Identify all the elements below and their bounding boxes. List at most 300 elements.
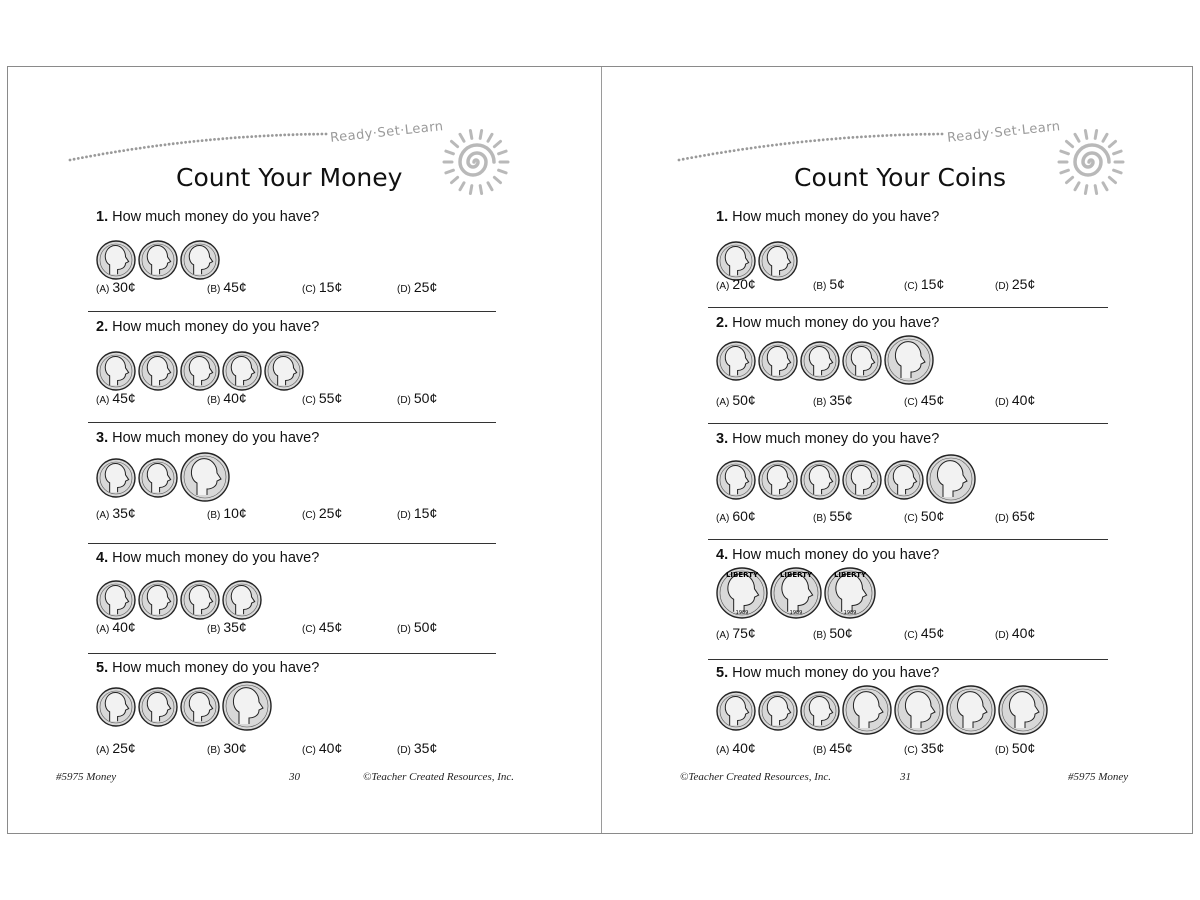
answer-choice[interactable] <box>813 625 853 641</box>
arc-dot <box>292 133 295 136</box>
ready-set-learn-label: Ready·Set·Learn <box>329 119 445 146</box>
arc-dot <box>263 135 266 138</box>
choice-letter: (A) <box>716 397 730 408</box>
page-title: Count Your Coins <box>794 163 1007 192</box>
sun-ray <box>494 177 500 182</box>
choice-value: 35¢ <box>112 505 136 521</box>
choice-value: 45¢ <box>112 390 136 406</box>
arc-dot <box>894 134 897 137</box>
question-divider <box>88 543 496 544</box>
choice-letter: (A) <box>96 510 110 521</box>
choice-letter: (D) <box>397 510 411 521</box>
choice-letter: (D) <box>397 745 411 756</box>
sun-ray <box>1085 131 1086 139</box>
choice-value: 40¢ <box>1011 625 1036 641</box>
question-text <box>96 319 319 335</box>
answer-choice[interactable] <box>904 508 944 524</box>
choice-letter: (B) <box>207 624 221 635</box>
choice-letter: (D) <box>995 745 1009 756</box>
arc-dot <box>860 136 863 139</box>
quarter-coin-icon <box>716 567 768 624</box>
arc-dot <box>114 151 117 154</box>
coin-year-text: 1989 <box>843 610 857 616</box>
arc-dot <box>271 134 274 137</box>
answer-choices <box>716 625 1116 645</box>
answer-choice[interactable] <box>96 279 136 295</box>
question-prompt: How much money do you have? <box>728 665 940 681</box>
arc-dot <box>830 138 833 141</box>
arc-dot <box>168 143 171 146</box>
nickel-coin-icon <box>884 335 934 390</box>
answer-choice[interactable] <box>96 505 136 521</box>
question-text <box>716 547 939 563</box>
sun-ray <box>1085 186 1086 194</box>
arc-dot <box>201 139 204 142</box>
question-prompt: How much money do you have? <box>108 209 320 225</box>
sun-ray <box>1109 141 1115 146</box>
sun-ray <box>1109 177 1115 182</box>
arc-dot <box>143 146 146 149</box>
choice-letter: (B) <box>813 630 827 641</box>
arc-dot <box>746 147 749 150</box>
choice-letter: (C) <box>904 745 918 756</box>
question-prompt: How much money do you have? <box>728 209 940 225</box>
answer-choices <box>96 390 496 410</box>
arc-dot <box>826 138 829 141</box>
choice-letter: (C) <box>302 624 316 635</box>
sun-ray <box>480 186 481 194</box>
sun-ray <box>1103 183 1107 190</box>
answer-choice[interactable] <box>207 740 247 756</box>
ready-set-learn-label: Ready·Set·Learn <box>946 119 1062 146</box>
arc-dot <box>118 150 121 153</box>
choice-letter: (D) <box>995 281 1009 292</box>
nickel-coin-icon <box>842 685 892 740</box>
choice-value: 50¢ <box>920 508 945 524</box>
answer-choice[interactable] <box>995 740 1035 756</box>
choice-value: 75¢ <box>732 625 756 641</box>
arc-dot <box>886 134 889 137</box>
sun-ray <box>470 131 471 139</box>
dime-coin-icon <box>800 460 840 505</box>
arc-dot <box>924 133 927 136</box>
choice-value: 35¢ <box>413 740 438 756</box>
page-left <box>8 67 602 833</box>
choice-value: 20¢ <box>732 276 756 292</box>
answer-choice[interactable] <box>397 390 437 406</box>
choice-letter: (A) <box>96 745 110 756</box>
arc-dot <box>139 147 142 150</box>
answer-choice[interactable] <box>397 279 437 295</box>
choice-letter: (C) <box>904 281 918 292</box>
arc-dot <box>217 138 220 141</box>
arc-dot <box>877 135 880 138</box>
sun-ray <box>488 183 492 190</box>
answer-choice[interactable] <box>716 625 756 641</box>
answer-choice[interactable] <box>96 390 136 406</box>
book-spread <box>7 66 1193 834</box>
answer-choice[interactable] <box>995 625 1035 641</box>
choice-value: 40¢ <box>112 619 136 635</box>
answer-choice[interactable] <box>96 740 136 756</box>
question-number: 1. <box>716 209 729 225</box>
answer-choice[interactable] <box>207 619 247 635</box>
arc-dot <box>890 134 893 137</box>
choice-value: 40¢ <box>732 740 756 756</box>
nickel-coin-icon <box>222 681 272 736</box>
choice-value: 50¢ <box>413 390 438 406</box>
arc-dot <box>852 136 855 139</box>
arc-dot <box>205 139 208 142</box>
arc-dot <box>259 135 262 138</box>
answer-choice[interactable] <box>96 619 136 635</box>
sun-ray <box>1103 134 1107 141</box>
choice-letter: (D) <box>995 397 1009 408</box>
answer-choice[interactable] <box>813 740 853 756</box>
choice-value: 55¢ <box>318 390 343 406</box>
arc-dot <box>813 139 816 142</box>
choice-letter: (D) <box>995 630 1009 641</box>
answer-choice[interactable] <box>302 505 342 521</box>
answer-choice[interactable] <box>904 740 944 756</box>
choice-letter: (C) <box>904 397 918 408</box>
choice-letter: (B) <box>207 745 221 756</box>
choice-value: 60¢ <box>732 508 756 524</box>
dime-coin-icon <box>800 691 840 736</box>
question-divider <box>708 307 1108 308</box>
nickel-coin-icon <box>926 454 976 509</box>
choice-letter: (A) <box>96 395 110 406</box>
choice-letter: (A) <box>96 284 110 295</box>
choice-letter: (C) <box>904 513 918 524</box>
sun-ray <box>1114 151 1122 154</box>
arc-dot <box>754 146 757 149</box>
footer-page-number: 31 <box>900 771 911 783</box>
choice-letter: (C) <box>302 395 316 406</box>
page-title: Count Your Money <box>176 163 403 192</box>
arc-dot <box>126 149 129 152</box>
arc-dot <box>741 148 744 151</box>
arc-dot <box>716 152 719 155</box>
arc-dot <box>184 141 187 144</box>
arc-dot <box>750 147 753 150</box>
question-text <box>716 315 939 331</box>
sun-ray <box>460 183 464 190</box>
arc-dot <box>73 158 76 161</box>
arc-dot <box>102 153 105 156</box>
answer-choice[interactable] <box>995 392 1035 408</box>
arc-dot <box>682 158 685 161</box>
answer-choice[interactable] <box>397 505 437 521</box>
sun-ray <box>446 170 454 173</box>
arc-dot <box>221 137 224 140</box>
sun-ray <box>499 151 507 154</box>
choice-value: 45¢ <box>223 279 247 295</box>
sun-ray <box>1114 170 1122 173</box>
choice-value: 45¢ <box>829 740 853 756</box>
choice-letter: (A) <box>96 624 110 635</box>
arc-dot <box>234 136 237 139</box>
arc-dot <box>89 155 92 158</box>
dime-coin-icon <box>716 691 756 736</box>
arc-dot <box>707 153 710 156</box>
question-prompt: How much money do you have? <box>728 315 940 331</box>
choice-letter: (C) <box>302 745 316 756</box>
question-number: 4. <box>716 547 729 563</box>
arc-dot <box>724 151 727 154</box>
question-number: 3. <box>96 430 109 446</box>
choice-letter: (C) <box>302 284 316 295</box>
answer-choice[interactable] <box>813 276 845 292</box>
answer-choice[interactable] <box>302 619 342 635</box>
choice-letter: (C) <box>904 630 918 641</box>
arc-dot <box>159 144 162 147</box>
answer-choices <box>716 508 1116 528</box>
sun-spiral-icon <box>444 131 508 194</box>
arc-dot <box>898 134 901 137</box>
answer-choices <box>716 392 1116 412</box>
choice-letter: (A) <box>716 281 730 292</box>
choice-value: 45¢ <box>920 625 945 641</box>
choice-letter: (D) <box>397 284 411 295</box>
dotted-arc <box>678 133 944 162</box>
choice-letter: (D) <box>397 624 411 635</box>
arc-dot <box>779 143 782 146</box>
coin-year-text: 1989 <box>789 610 803 616</box>
answer-choice[interactable] <box>716 392 756 408</box>
question-text <box>716 665 939 681</box>
sun-ray <box>446 151 454 154</box>
choice-value: 30¢ <box>223 740 247 756</box>
arc-dot <box>230 137 233 140</box>
arc-dot <box>238 136 241 139</box>
question-text <box>96 209 319 225</box>
arc-dot <box>226 137 229 140</box>
choice-letter: (B) <box>207 284 221 295</box>
arc-dot <box>690 156 693 159</box>
choice-value: 35¢ <box>829 392 853 408</box>
arc-dot <box>805 140 808 143</box>
answer-choice[interactable] <box>207 279 247 295</box>
sun-ray <box>1067 141 1073 146</box>
question-text <box>716 209 939 225</box>
arc-dot <box>767 144 770 147</box>
question-number: 4. <box>96 550 109 566</box>
footer-copyright: ©Teacher Created Resources, Inc. <box>680 771 832 783</box>
header-art <box>8 67 601 217</box>
arc-dot <box>932 133 935 136</box>
dime-coin-icon <box>758 691 798 736</box>
arc-dot <box>279 134 282 137</box>
arc-dot <box>907 133 910 136</box>
arc-dot <box>106 152 109 155</box>
answer-choice[interactable] <box>397 740 437 756</box>
arc-dot <box>856 136 859 139</box>
dime-coin-icon <box>138 458 178 503</box>
answer-choice[interactable] <box>904 276 944 292</box>
answer-choice[interactable] <box>302 279 342 295</box>
arc-dot <box>881 134 884 137</box>
question-prompt: How much money do you have? <box>108 319 320 335</box>
answer-choices <box>96 505 496 525</box>
choice-value: 50¢ <box>829 625 853 641</box>
choice-letter: (B) <box>207 395 221 406</box>
arc-dot <box>835 137 838 140</box>
arc-dot <box>321 133 324 136</box>
header-art <box>602 67 1194 217</box>
choice-value: 45¢ <box>318 619 343 635</box>
arc-dot <box>928 133 931 136</box>
sun-ray <box>480 131 481 139</box>
choice-value: 55¢ <box>829 508 853 524</box>
choice-letter: (B) <box>813 745 827 756</box>
arc-dot <box>304 133 307 136</box>
answer-choice[interactable] <box>302 390 342 406</box>
question-number: 5. <box>96 660 109 676</box>
question-prompt: How much money do you have? <box>728 547 940 563</box>
arc-dot <box>941 133 944 136</box>
dime-coin-icon <box>800 341 840 386</box>
sun-ray <box>1067 177 1073 182</box>
arc-dot <box>686 157 689 160</box>
sun-ray <box>452 177 458 182</box>
arc-dot <box>131 148 134 151</box>
arc-dot <box>801 141 804 144</box>
choice-value: 50¢ <box>1011 740 1036 756</box>
arc-dot <box>308 133 311 136</box>
answer-choice[interactable] <box>302 740 342 756</box>
dime-coin-icon <box>758 460 798 505</box>
arc-dot <box>209 138 212 141</box>
answer-choice[interactable] <box>904 392 944 408</box>
arc-dot <box>695 156 698 159</box>
arc-dot <box>839 137 842 140</box>
choice-value: 50¢ <box>732 392 756 408</box>
question-text <box>716 431 939 447</box>
answer-choice[interactable] <box>716 740 756 756</box>
answer-choice[interactable] <box>207 505 247 521</box>
dotted-arc <box>69 133 328 162</box>
question-number: 5. <box>716 665 729 681</box>
arc-dot <box>847 136 850 139</box>
arc-dot <box>213 138 216 141</box>
answer-choice[interactable] <box>716 276 756 292</box>
quarter-coin-icon <box>770 567 822 624</box>
dime-coin-icon <box>842 341 882 386</box>
coin-year-text: 1989 <box>735 610 749 616</box>
answer-choices <box>96 279 496 299</box>
arc-dot <box>69 159 72 162</box>
arc-dot <box>869 135 872 138</box>
answer-choice[interactable] <box>904 625 944 641</box>
choice-value: 35¢ <box>223 619 247 635</box>
sun-ray <box>1061 170 1069 173</box>
dime-coin-icon <box>716 341 756 386</box>
arc-dot <box>936 133 939 136</box>
footer-book-number: #5975 Money <box>56 771 117 783</box>
question-divider <box>88 422 496 423</box>
question-divider <box>88 653 496 654</box>
answer-choice[interactable] <box>995 276 1035 292</box>
question-text <box>96 550 319 566</box>
arc-dot <box>873 135 876 138</box>
choice-value: 25¢ <box>112 740 136 756</box>
coin-liberty-text: LIBERTY <box>725 571 759 579</box>
footer-book-number: #5975 Money <box>1068 771 1129 783</box>
arc-dot <box>788 142 791 145</box>
question-number: 2. <box>716 315 729 331</box>
arc-dot <box>275 134 278 137</box>
question-text <box>96 660 319 676</box>
question-number: 2. <box>96 319 109 335</box>
question-text <box>96 430 319 446</box>
sun-spiral-icon <box>1059 131 1123 194</box>
answer-choice[interactable] <box>207 390 247 406</box>
answer-choice[interactable] <box>813 392 853 408</box>
arc-dot <box>809 140 812 143</box>
choice-value: 25¢ <box>318 505 343 521</box>
arc-dot <box>822 138 825 141</box>
arc-dot <box>678 159 681 162</box>
sun-ray <box>1095 131 1096 139</box>
arc-dot <box>796 141 799 144</box>
choice-value: 30¢ <box>112 279 136 295</box>
arc-dot <box>164 143 167 146</box>
answer-choice[interactable] <box>813 508 853 524</box>
arc-dot <box>325 133 328 136</box>
arc-dot <box>699 155 702 158</box>
coin-liberty-text: LIBERTY <box>833 571 867 579</box>
arc-dot <box>712 153 715 156</box>
answer-choice[interactable] <box>995 508 1035 524</box>
arc-dot <box>287 133 290 136</box>
answer-choices <box>96 619 496 639</box>
choice-letter: (A) <box>716 513 730 524</box>
arc-dot <box>176 142 179 145</box>
arc-dot <box>771 144 774 147</box>
footer-copyright: ©Teacher Created Resources, Inc. <box>363 771 515 783</box>
question-divider <box>88 311 496 312</box>
choice-value: 35¢ <box>920 740 945 756</box>
arc-dot <box>250 135 253 138</box>
arc-dot <box>246 136 249 139</box>
choice-letter: (A) <box>716 630 730 641</box>
question-divider <box>708 539 1108 540</box>
answer-choice[interactable] <box>397 619 437 635</box>
arc-dot <box>188 141 191 144</box>
question-divider <box>708 659 1108 660</box>
arc-dot <box>784 142 787 145</box>
arc-dot <box>720 151 723 154</box>
dime-coin-icon <box>96 687 136 732</box>
footer-page-number: 30 <box>289 771 300 783</box>
answer-choice[interactable] <box>716 508 756 524</box>
arc-dot <box>93 154 96 157</box>
nickel-coin-icon <box>998 685 1048 740</box>
arc-dot <box>737 149 740 152</box>
arc-dot <box>180 141 183 144</box>
choice-letter: (B) <box>813 513 827 524</box>
dime-coin-icon <box>842 460 882 505</box>
arc-dot <box>915 133 918 136</box>
choice-value: 25¢ <box>1011 276 1036 292</box>
quarter-coin-icon <box>824 567 876 624</box>
sun-ray <box>452 141 458 146</box>
arc-dot <box>919 133 922 136</box>
sun-ray <box>470 186 471 194</box>
question-prompt: How much money do you have? <box>728 431 940 447</box>
arc-dot <box>110 151 113 154</box>
